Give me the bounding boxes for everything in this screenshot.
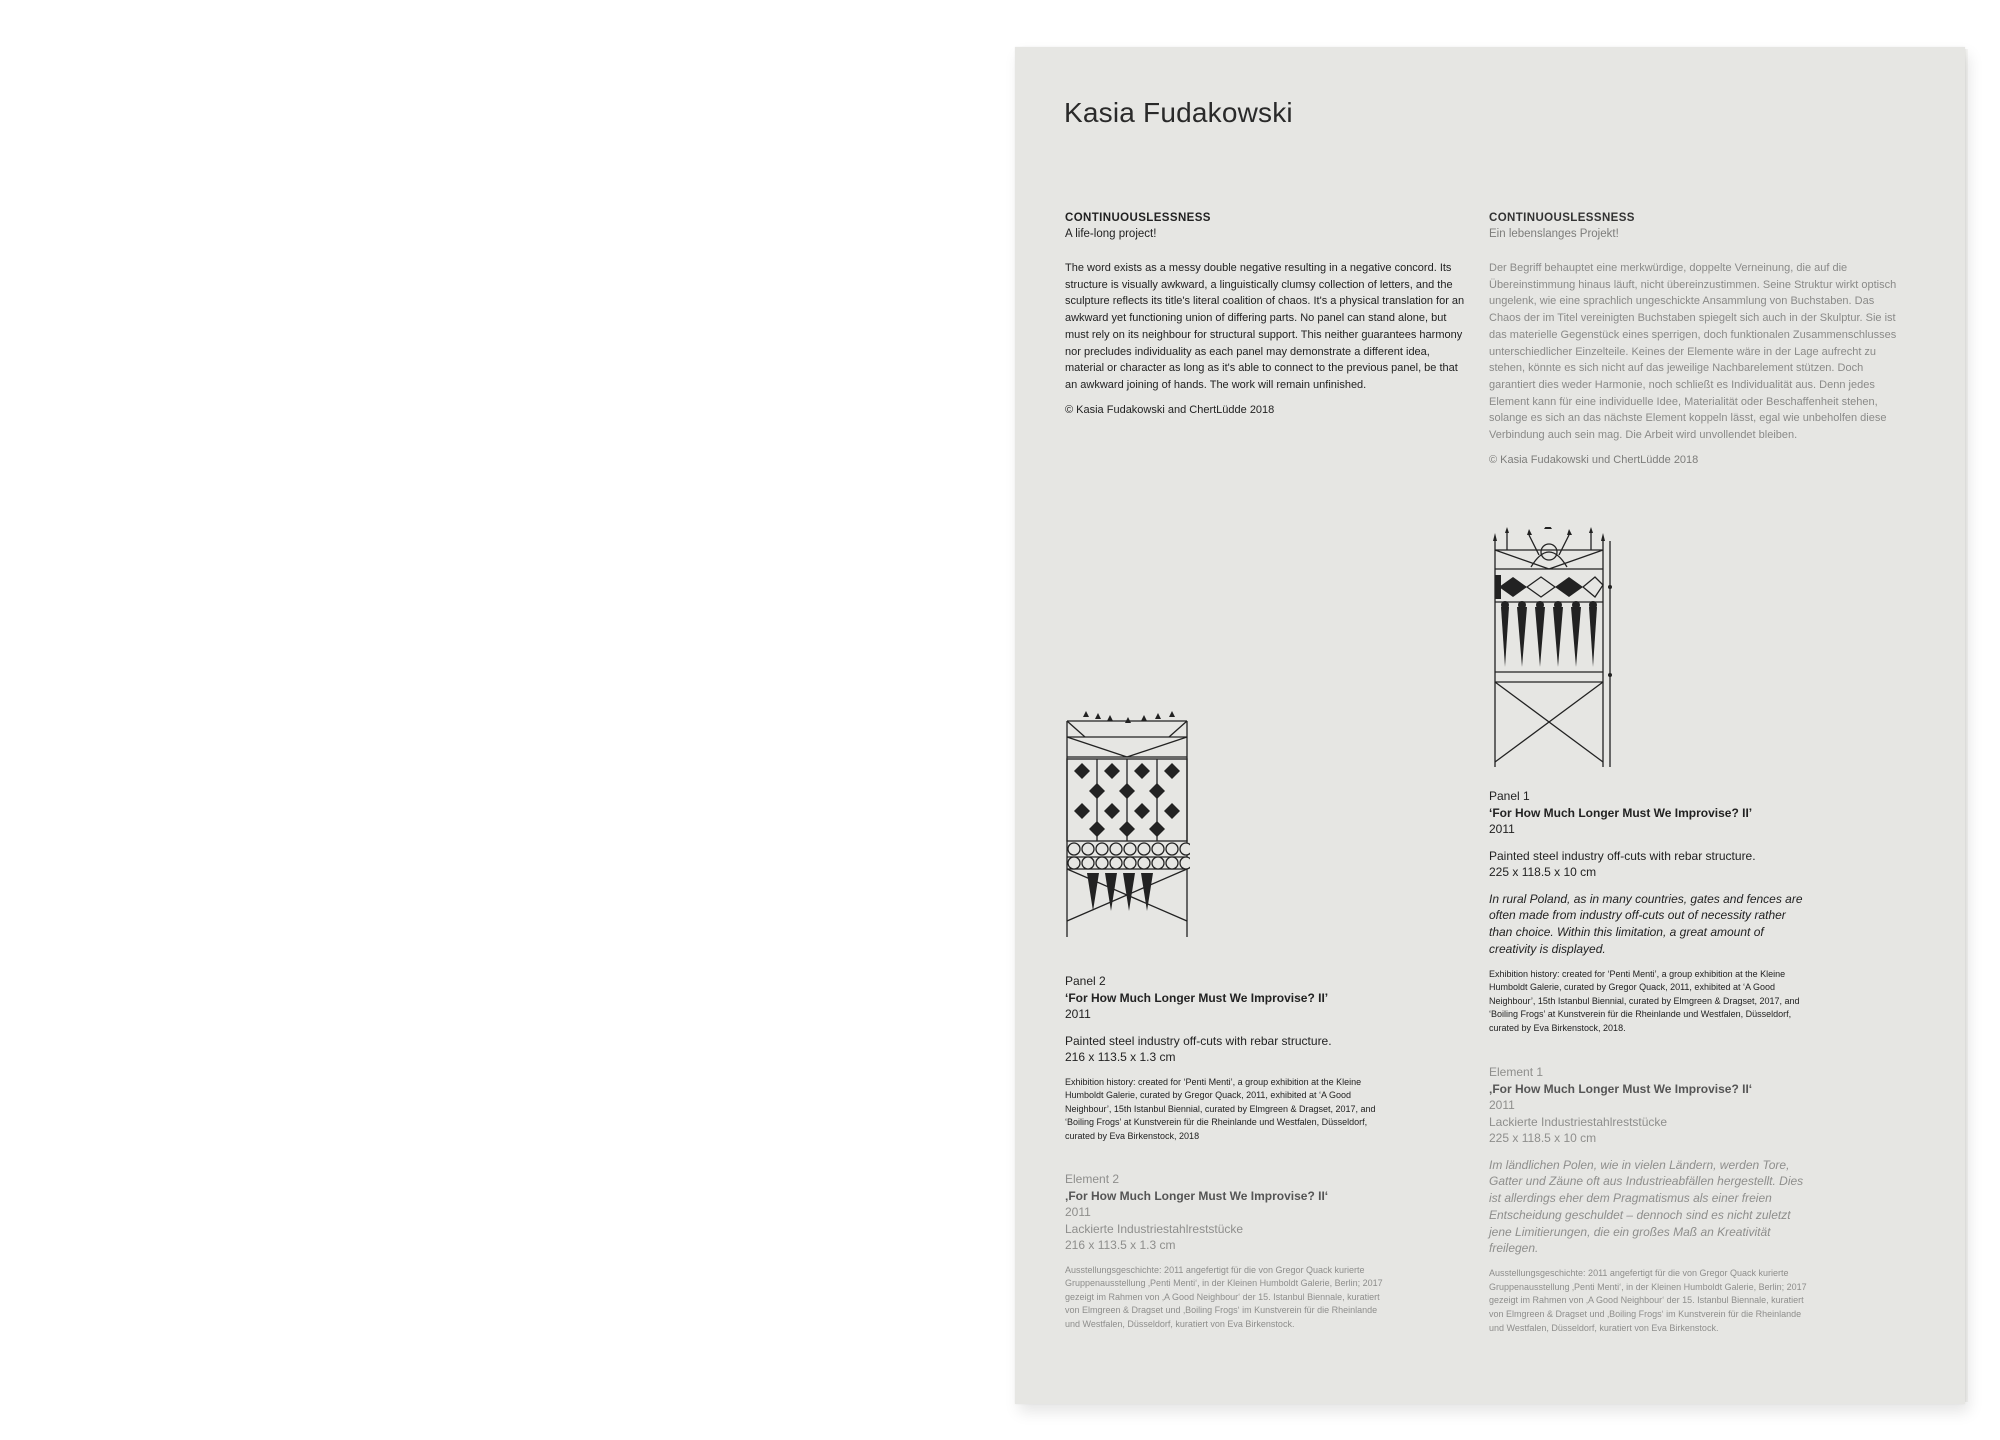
author-name: Kasia Fudakowski	[1064, 97, 1293, 128]
german-text-column	[1489, 210, 1909, 468]
work-subtitle-de: Ein lebenslanges Projekt!	[1489, 228, 1619, 240]
element-year: 2011	[1489, 1098, 1515, 1112]
panel-dimensions: 216 x 113.5 x 1.3 cm	[1065, 1050, 1176, 1064]
panel-2-drawing	[1065, 711, 1190, 937]
work-title-en: CONTINUOUSLESSNESS	[1065, 212, 1211, 224]
work-description-en: The word exists as a messy double negative resulting in a negative concord. Its structure is visually awkward, a linguistically clumsy collection of letters, and the sculpture reflects its title's literal coalition of chaos. It's a physical translation for an awkward yet functioning union of differing parts. No panel can stand alone, but must rely on its neighbour for structural support. This neither guarantees harmony nor precludes individuality as each panel may demonstrate a different idea, material or character as long as it's able to connect to the previous panel, be that an awkward joining of hands. The work will remain unfinished.	[1065, 262, 1465, 391]
element-title: ‚For How Much Longer Must We Improvise? II‘	[1065, 1188, 1329, 1203]
element-medium: Lackierte Industriestahlreststücke	[1065, 1221, 1244, 1236]
panel-exhibition-history: Exhibition history: created for ‘Penti Menti’, a group exhibition at the Kleine Humboldt Galerie, curated by Gregor Quack, 2011, exhibited at ‘A Good Neighbour’, 15th Istanbul Biennial, curated by Elmgreen & Dragset, 2017, and ‘Boiling Frogs’ at Kunstverein für die Rheinlande und Westfalen, Düsseldorf, curated by Eva Birkenstock, 2018.	[1489, 968, 1800, 1034]
panel-1-caption	[1489, 788, 1809, 1052]
element-1-caption	[1489, 1064, 1809, 1351]
english-text-column	[1065, 210, 1465, 418]
panel-year: 2011	[1489, 822, 1515, 836]
element-year: 2011	[1065, 1205, 1091, 1219]
panel-1-gate-illustration	[1491, 527, 1626, 767]
exhibition-sheet	[1015, 47, 1965, 1404]
panel-medium: Painted steel industry off-cuts with rebar structure.	[1065, 1033, 1332, 1048]
panel-exhibition-history: Exhibition history: created for ‘Penti Menti’, a group exhibition at the Kleine Humboldt Galerie, curated by Gregor Quack, 2011, exhibited at ‘A Good Neighbour’, 15th Istanbul Biennial, curated by Elmgreen & Dragset, 2017, and ‘Boiling Frogs’ at Kunstverein für die Rheinlande und Westfalen, Düsseldorf, curated by Eva Birkenstock, 2018	[1065, 1076, 1376, 1141]
element-label: Element 1	[1489, 1065, 1544, 1079]
panel-dimensions: 225 x 118.5 x 10 cm	[1489, 865, 1597, 879]
copyright-en: © Kasia Fudakowski and ChertLüdde 2018	[1065, 403, 1275, 416]
panel-label: Panel 2	[1065, 974, 1106, 988]
work-description-de: Der Begriff behauptet eine merkwürdige, doppelte Verneinung, die auf die Übereinstimmung hinaus läuft, nicht übereinzustimmen. Seine Struktur wirkt optisch ungelenk, wie eine sprachlich ungeschickte Ansammlung von Buchstaben. Das Chaos der im Titel vereinigten Buchstaben spiegelt sich auch in der Skulptur. Sie ist das materielle Gegenstück eines sperrigen, doch funktionalen Zusammenschlusses unterschiedlicher Einzelteile. Keines der Elemente wäre in der Lage aufrecht zu stehen, könnte es sich nicht auf das jeweilige Nachbarelement stützen. Doch garantiert dies weder Harmonie, noch schließt es Individualität aus. Denn jedes Element kann für eine individuelle Idee, Materialität oder Beschaffenheit stehen, solange es sich an das nächste Element koppeln lässt, egal wie unbeholfen diese Verbindung auch sein mag. Die Arbeit wird unvollendet bleiben.	[1489, 262, 1897, 442]
panel-label: Panel 1	[1489, 789, 1530, 803]
panel-2-caption	[1065, 973, 1385, 1159]
element-description: Im ländlichen Polen, wie in vielen Ländern, werden Tore, Gatter und Zäune oft aus Industrieabfällen hergestellt. Dies ist allerdings eher dem Pragmatismus als einer freien Entscheidung geschuldet – dennoch sind es nicht zuletzt jene Limitierungen, die ein großes Maß an Kreativität freilegen.	[1489, 1157, 1804, 1256]
work-title-de: CONTINUOUSLESSNESS	[1489, 212, 1635, 224]
panel-title: ‘For How Much Longer Must We Improvise? II’	[1489, 805, 1753, 820]
work-subtitle-en: A life-long project!	[1065, 228, 1157, 240]
element-title: ‚For How Much Longer Must We Improvise? II‘	[1489, 1081, 1753, 1096]
panel-medium: Painted steel industry off-cuts with rebar structure.	[1489, 848, 1756, 863]
element-exhibition-history: Ausstellungsgeschichte: 2011 angefertigt für die von Gregor Quack kurierte Gruppenausstellung ‚Penti Menti‘, in der Kleinen Humboldt Galerie, Berlin; 2017 gezeigt im Rahmen von ‚A Good Neighbour‘ der 15. Istanbul Biennale, kuratiert von Elmgreen & Dragset und ‚Boiling Frogs‘ im Kunstverein für die Rheinlande und Westfalen, Düsseldorf, kuratiert von Eva Birkenstock.	[1065, 1264, 1383, 1329]
element-dimensions: 216 x 113.5 x 1.3 cm	[1065, 1238, 1176, 1252]
element-dimensions: 225 x 118.5 x 10 cm	[1489, 1131, 1597, 1145]
element-label: Element 2	[1065, 1172, 1120, 1186]
panel-title: ‘For How Much Longer Must We Improvise? II’	[1065, 990, 1329, 1005]
panel-1-drawing	[1491, 527, 1626, 767]
panel-2-gate-illustration	[1065, 711, 1190, 937]
element-2-caption	[1065, 1171, 1385, 1347]
element-exhibition-history: Ausstellungsgeschichte: 2011 angefertigt für die von Gregor Quack kurierte Gruppenausstellung ‚Penti Menti‘, in der Kleinen Humboldt Galerie, Berlin; 2017 gezeigt im Rahmen von ‚A Good Neighbour‘ der 15. Istanbul Biennale, kuratiert von Elmgreen & Dragset und ‚Boiling Frogs‘ im Kunstverein für die Rheinlande und Westfalen, Düsseldorf, kuratiert von Eva Birkenstock.	[1489, 1268, 1807, 1333]
element-medium: Lackierte Industriestahlreststücke	[1489, 1114, 1668, 1129]
panel-year: 2011	[1065, 1007, 1091, 1021]
panel-description: In rural Poland, as in many countries, gates and fences are often made from industry off-cuts out of necessity rather than choice. Within this limitation, a great amount of creativity is displayed.	[1489, 891, 1803, 956]
copyright-de: © Kasia Fudakowski und ChertLüdde 2018	[1489, 453, 1699, 466]
